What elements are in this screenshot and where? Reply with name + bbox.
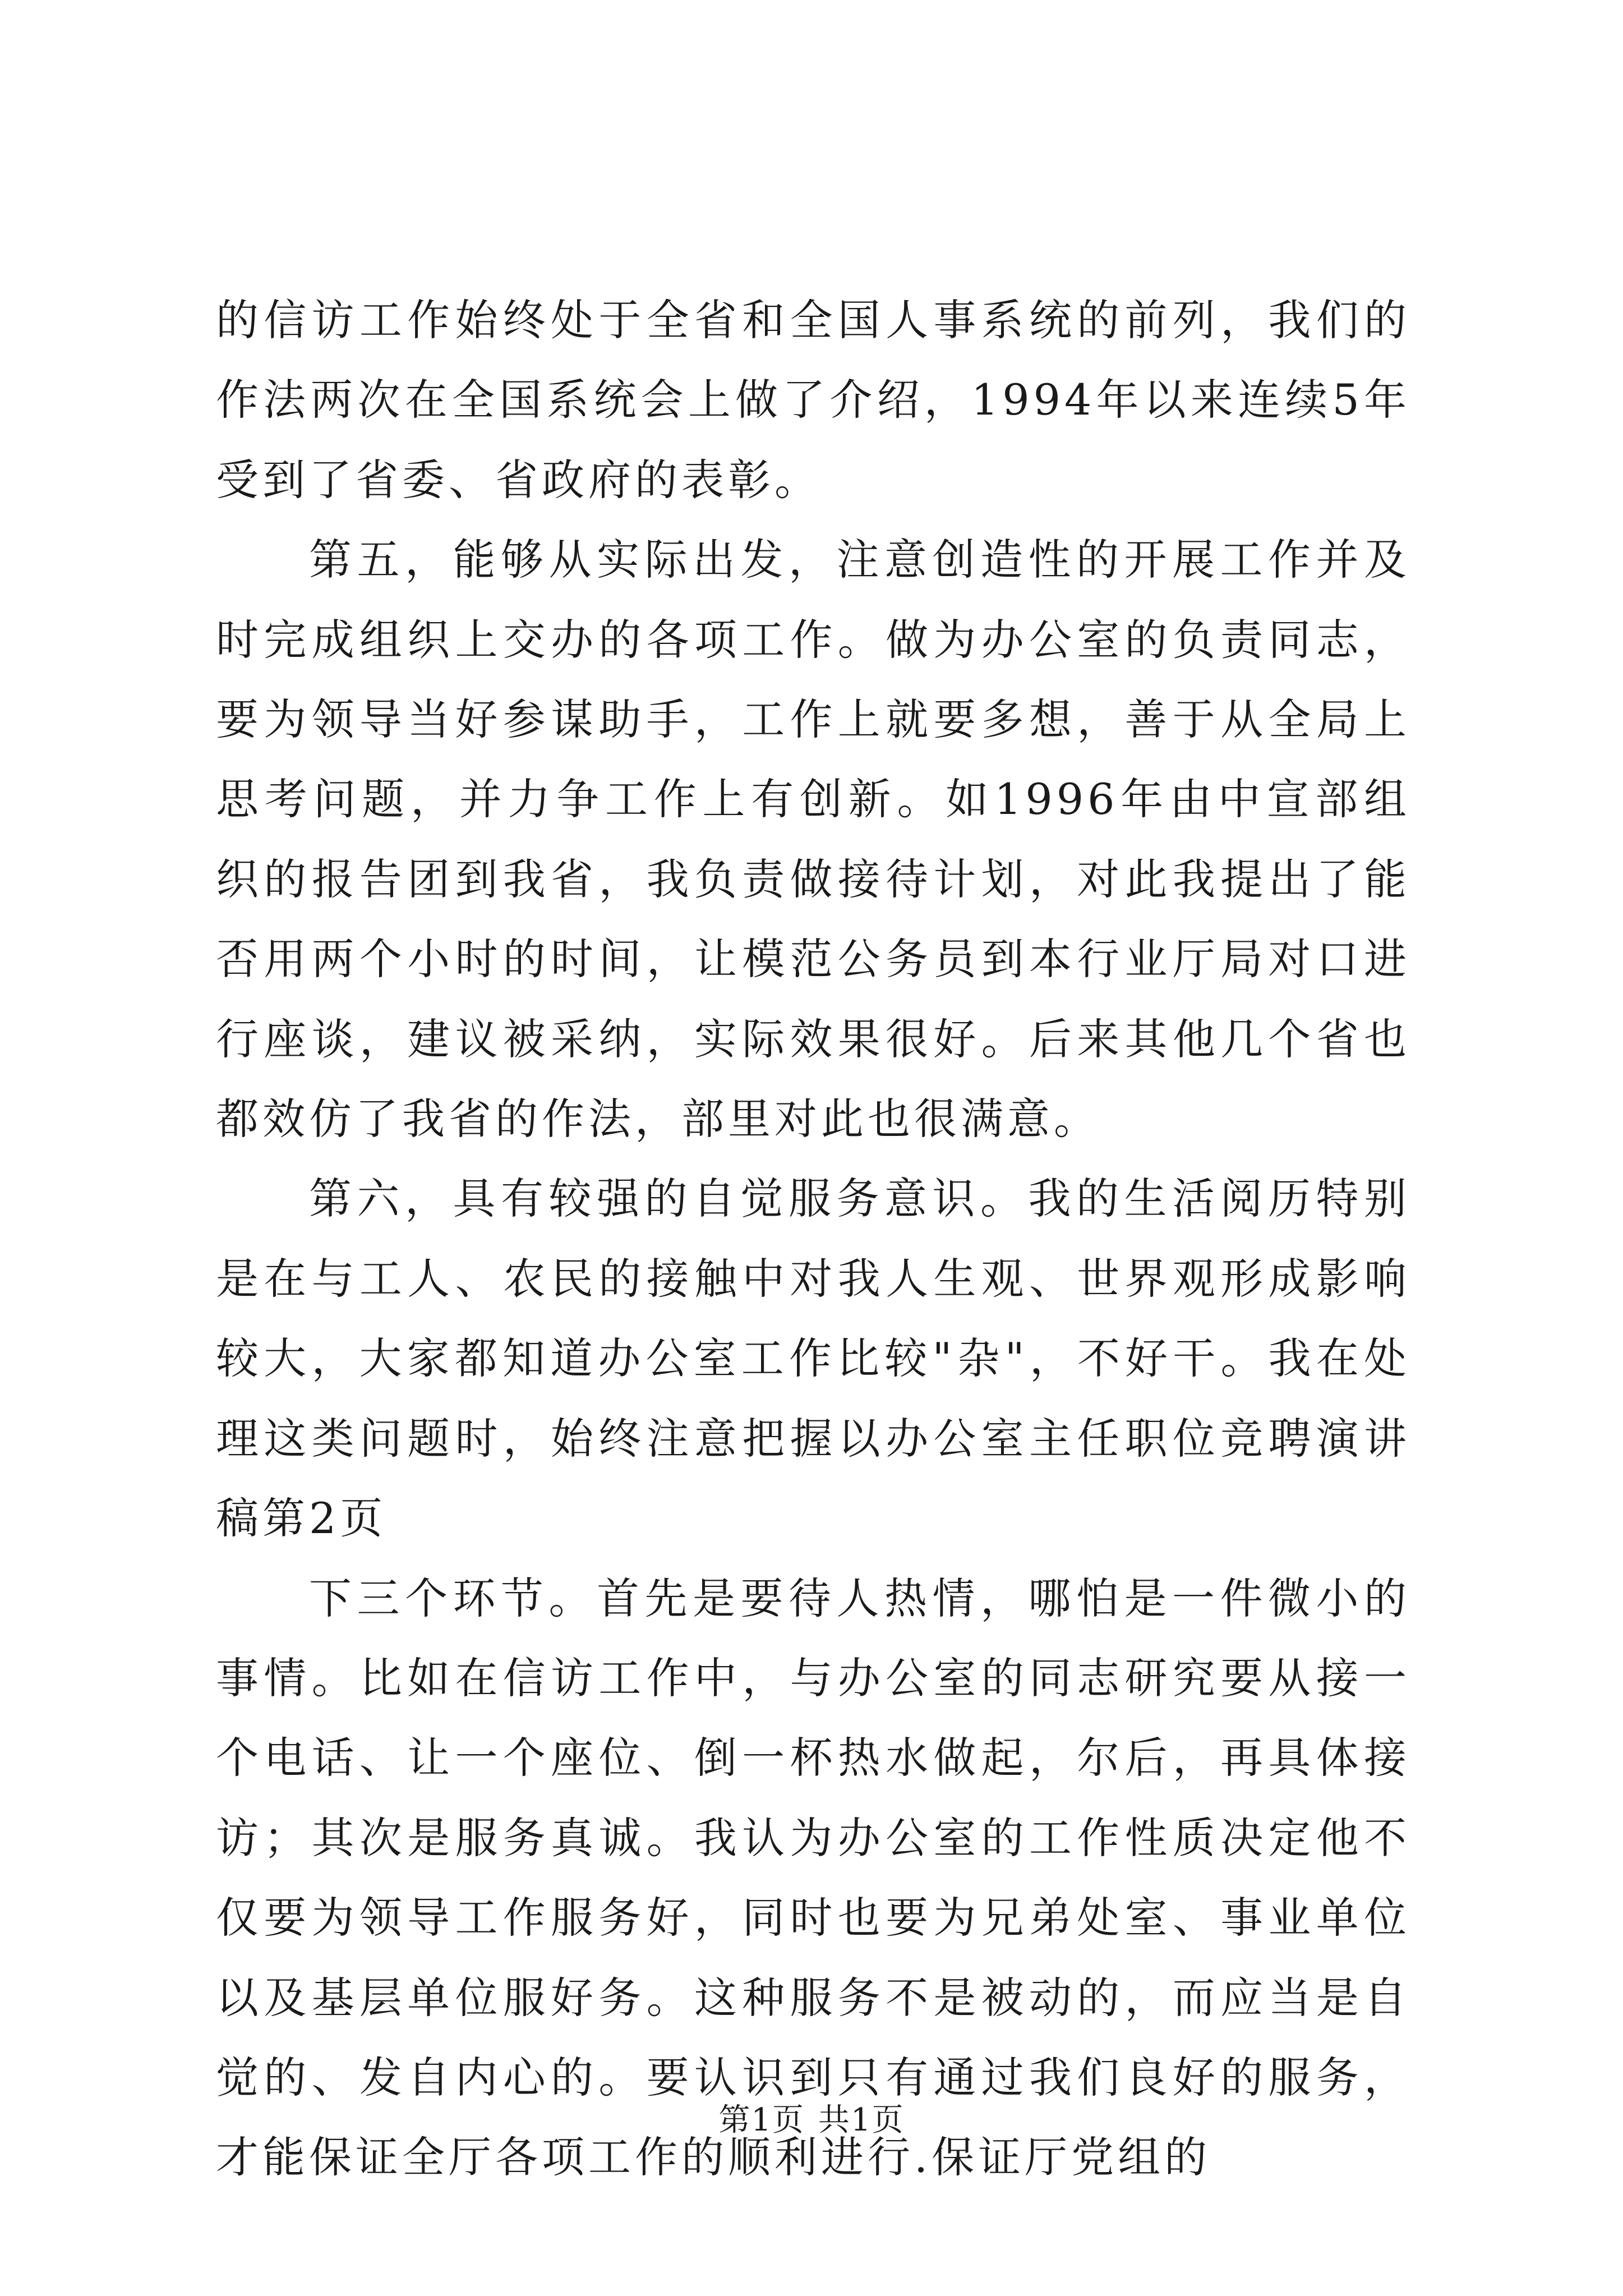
paragraph-fifth: 第五，能够从实际出发，注意创造性的开展工作并及时完成组织上交办的各项工作。做为办公室的负责同志，要为领导当好参谋助手，工作上就要多想，善于从全局上思考问题，并力争工作上有创新。如1996年由中宣部组织的报告团到我省，我负责做接待计划，对此我提出了能否用两个小时的时间，让模范公务员到本行业厅局对口进行座谈，建议被采纳，实际效果很好。后来其他几个省也都效仿了我省的作法，部里对此也很满意。 <box>216 535 1410 1144</box>
paragraph-three-steps: 下三个环节。首先是要待人热情，哪怕是一件微小的事情。比如在信访工作中，与办公室的同志研究要从接一个电话、让一个座位、倒一杯热水做起，尔后，再具体接访；其次是服务真诚。我认为办公室的工作性质决定他不仅要为领导工作服务好，同时也要为兄弟处室、事业单位以及基层单位服好务。这种服务不是被动的，而应当是自觉的、发自内心的。要认识到只有通过我们良好的服务，才能保证全厅各项工作的顺利进行.保证厅党组的 <box>216 1573 1410 2183</box>
page-total: 共1页 <box>818 2102 905 2138</box>
paragraph-sixth: 第六，具有较强的自觉服务意识。我的生活阅历特别是在与工人、农民的接触中对我人生观、世界观形成影响较大，大家都知道办公室工作比较"杂"，不好干。我在处理这类问题时，始终注意把握以办公室主任职位竞聘演讲稿第2页 <box>216 1174 1410 1544</box>
document-body <box>216 280 1410 2198</box>
page-number: 第1页 <box>718 2102 805 2138</box>
page-footer <box>0 2098 1623 2143</box>
paragraph-continuation: 的信访工作始终处于全省和全国人事系统的前列，我们的作法两次在全国系统会上做了介绍，1994年以来连续5年受到了省委、省政府的表彰。 <box>216 295 1410 505</box>
